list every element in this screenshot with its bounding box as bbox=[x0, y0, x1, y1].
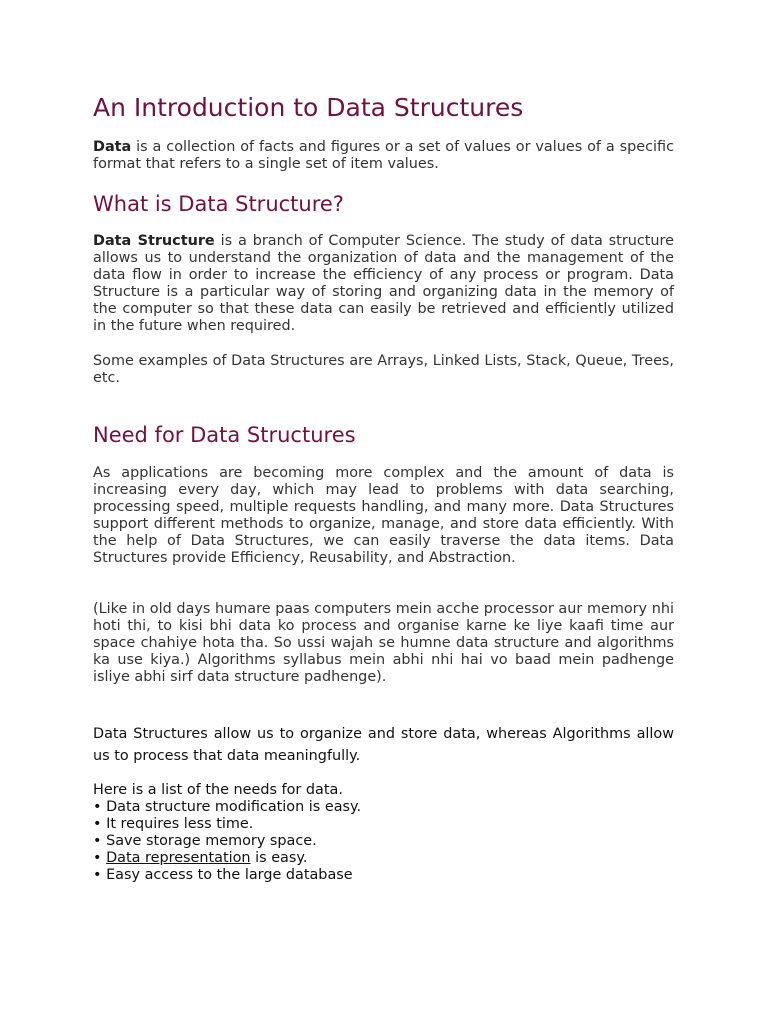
algorithms-paragraph: Data Structures allow us to organize and store data, whereas Algorithms allow us to process that data meaningfully. bbox=[93, 726, 674, 764]
bullet: • bbox=[93, 799, 102, 815]
hinglish-paragraph: (Like in old days humare paas computers mein acche processor aur memory nhi hoti thi, to kisi bhi data ko process and organise karne ke liye kaafi time aur space chahiye hota tha. So ussi wajah se humne data structure and algorithms ka use kiya.) Algorithms syllabus mein abhi nhi hai vo baad mein padhenge isliye abhi sirf data structure padhenge). bbox=[93, 601, 674, 685]
bullet: • bbox=[93, 833, 102, 849]
heading-need-for-data-structures: Need for Data Structures bbox=[93, 423, 356, 447]
list-item: • It requires less time. bbox=[93, 816, 254, 832]
needs-list bbox=[93, 782, 674, 884]
page-title: An Introduction to Data Structures bbox=[93, 93, 524, 122]
definition-term: Data Structure bbox=[93, 233, 215, 249]
bullet: • bbox=[93, 850, 102, 866]
list-item: • Easy access to the large database bbox=[93, 867, 353, 883]
needs-list-intro: Here is a list of the needs for data. bbox=[93, 782, 343, 798]
intro-term: Data bbox=[93, 139, 132, 155]
intro-text: is a collection of facts and figures or a set of values or values of a specific format that refers to a single set of item values. bbox=[93, 139, 674, 172]
intro-paragraph bbox=[93, 139, 674, 173]
heading-what-is-data-structure: What is Data Structure? bbox=[93, 192, 344, 216]
bullet: • bbox=[93, 816, 102, 832]
definition-paragraph bbox=[93, 233, 674, 335]
list-item: • Data structure modification is easy. bbox=[93, 799, 362, 815]
data-representation-link[interactable]: Data representation bbox=[106, 850, 251, 866]
list-item: • Data representation is easy. bbox=[93, 850, 308, 866]
list-item: • Save storage memory space. bbox=[93, 833, 317, 849]
definition-text: is a branch of Computer Science. The study of data structure allows us to understand the organization of data and the management of the data flow in order to increase the efficiency of any process or program. Data Structure is a particular way of storing and organizing data in the memory of the computer so that these data can easily be retrieved and efficiently utilized in the future when required. bbox=[93, 233, 674, 334]
examples-paragraph: Some examples of Data Structures are Arrays, Linked Lists, Stack, Queue, Trees, etc. bbox=[93, 353, 674, 386]
bullet: • bbox=[93, 867, 102, 883]
need-paragraph: As applications are becoming more complex and the amount of data is increasing every day, which may lead to problems with data searching, processing speed, multiple requests handling, and many more. Data Structures support different methods to organize, manage, and store data efficiently. With the help of Data Structures, we can easily traverse the data items. Data Structures provide Efficiency, Reusability, and Abstraction. bbox=[93, 465, 674, 566]
